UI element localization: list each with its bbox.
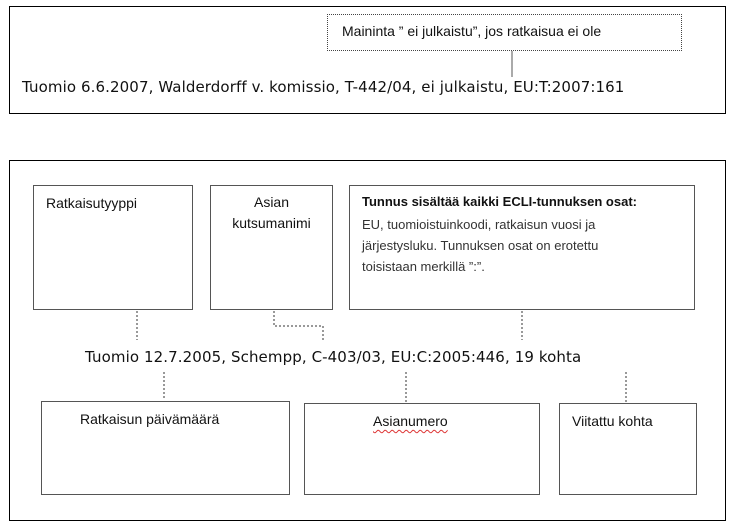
asian-label-line1: Asian — [253, 194, 290, 210]
asian-connector — [274, 311, 323, 340]
tunnus-line-3: toisistaan merkillä ”:”. — [362, 259, 485, 274]
tunnus-line-1: EU, tuomioistuinkoodi, ratkaisun vuosi ja — [362, 217, 596, 232]
viitattu-label: Viitattu kohta — [572, 413, 653, 429]
paivamaara-label: Ratkaisun päivämäärä — [80, 411, 220, 427]
top-citation: Tuomio 6.6.2007, Walderdorff v. komissio, T-442/04, ei julkaistu, EU:T:2007:161 — [22, 78, 625, 96]
asian-label-line2: kutsumanimi — [232, 215, 311, 231]
tunnus-title: Tunnus sisältää kaikki ECLI-tunnuksen osat: — [362, 194, 637, 209]
asianumero-label: Asianumero — [373, 413, 448, 429]
unpublished-note-text: Maininta ” ei julkaistu”, jos ratkaisua ei ole — [342, 23, 602, 39]
tunnus-line-2: järjestysluku. Tunnuksen osat on erotettu — [362, 238, 599, 253]
bottom-citation: Tuomio 12.7.2005, Schempp, C-403/03, EU:C:2005:446, 19 kohta — [85, 348, 582, 366]
ratkaisutyyppi-label: Ratkaisutyyppi — [46, 195, 138, 211]
